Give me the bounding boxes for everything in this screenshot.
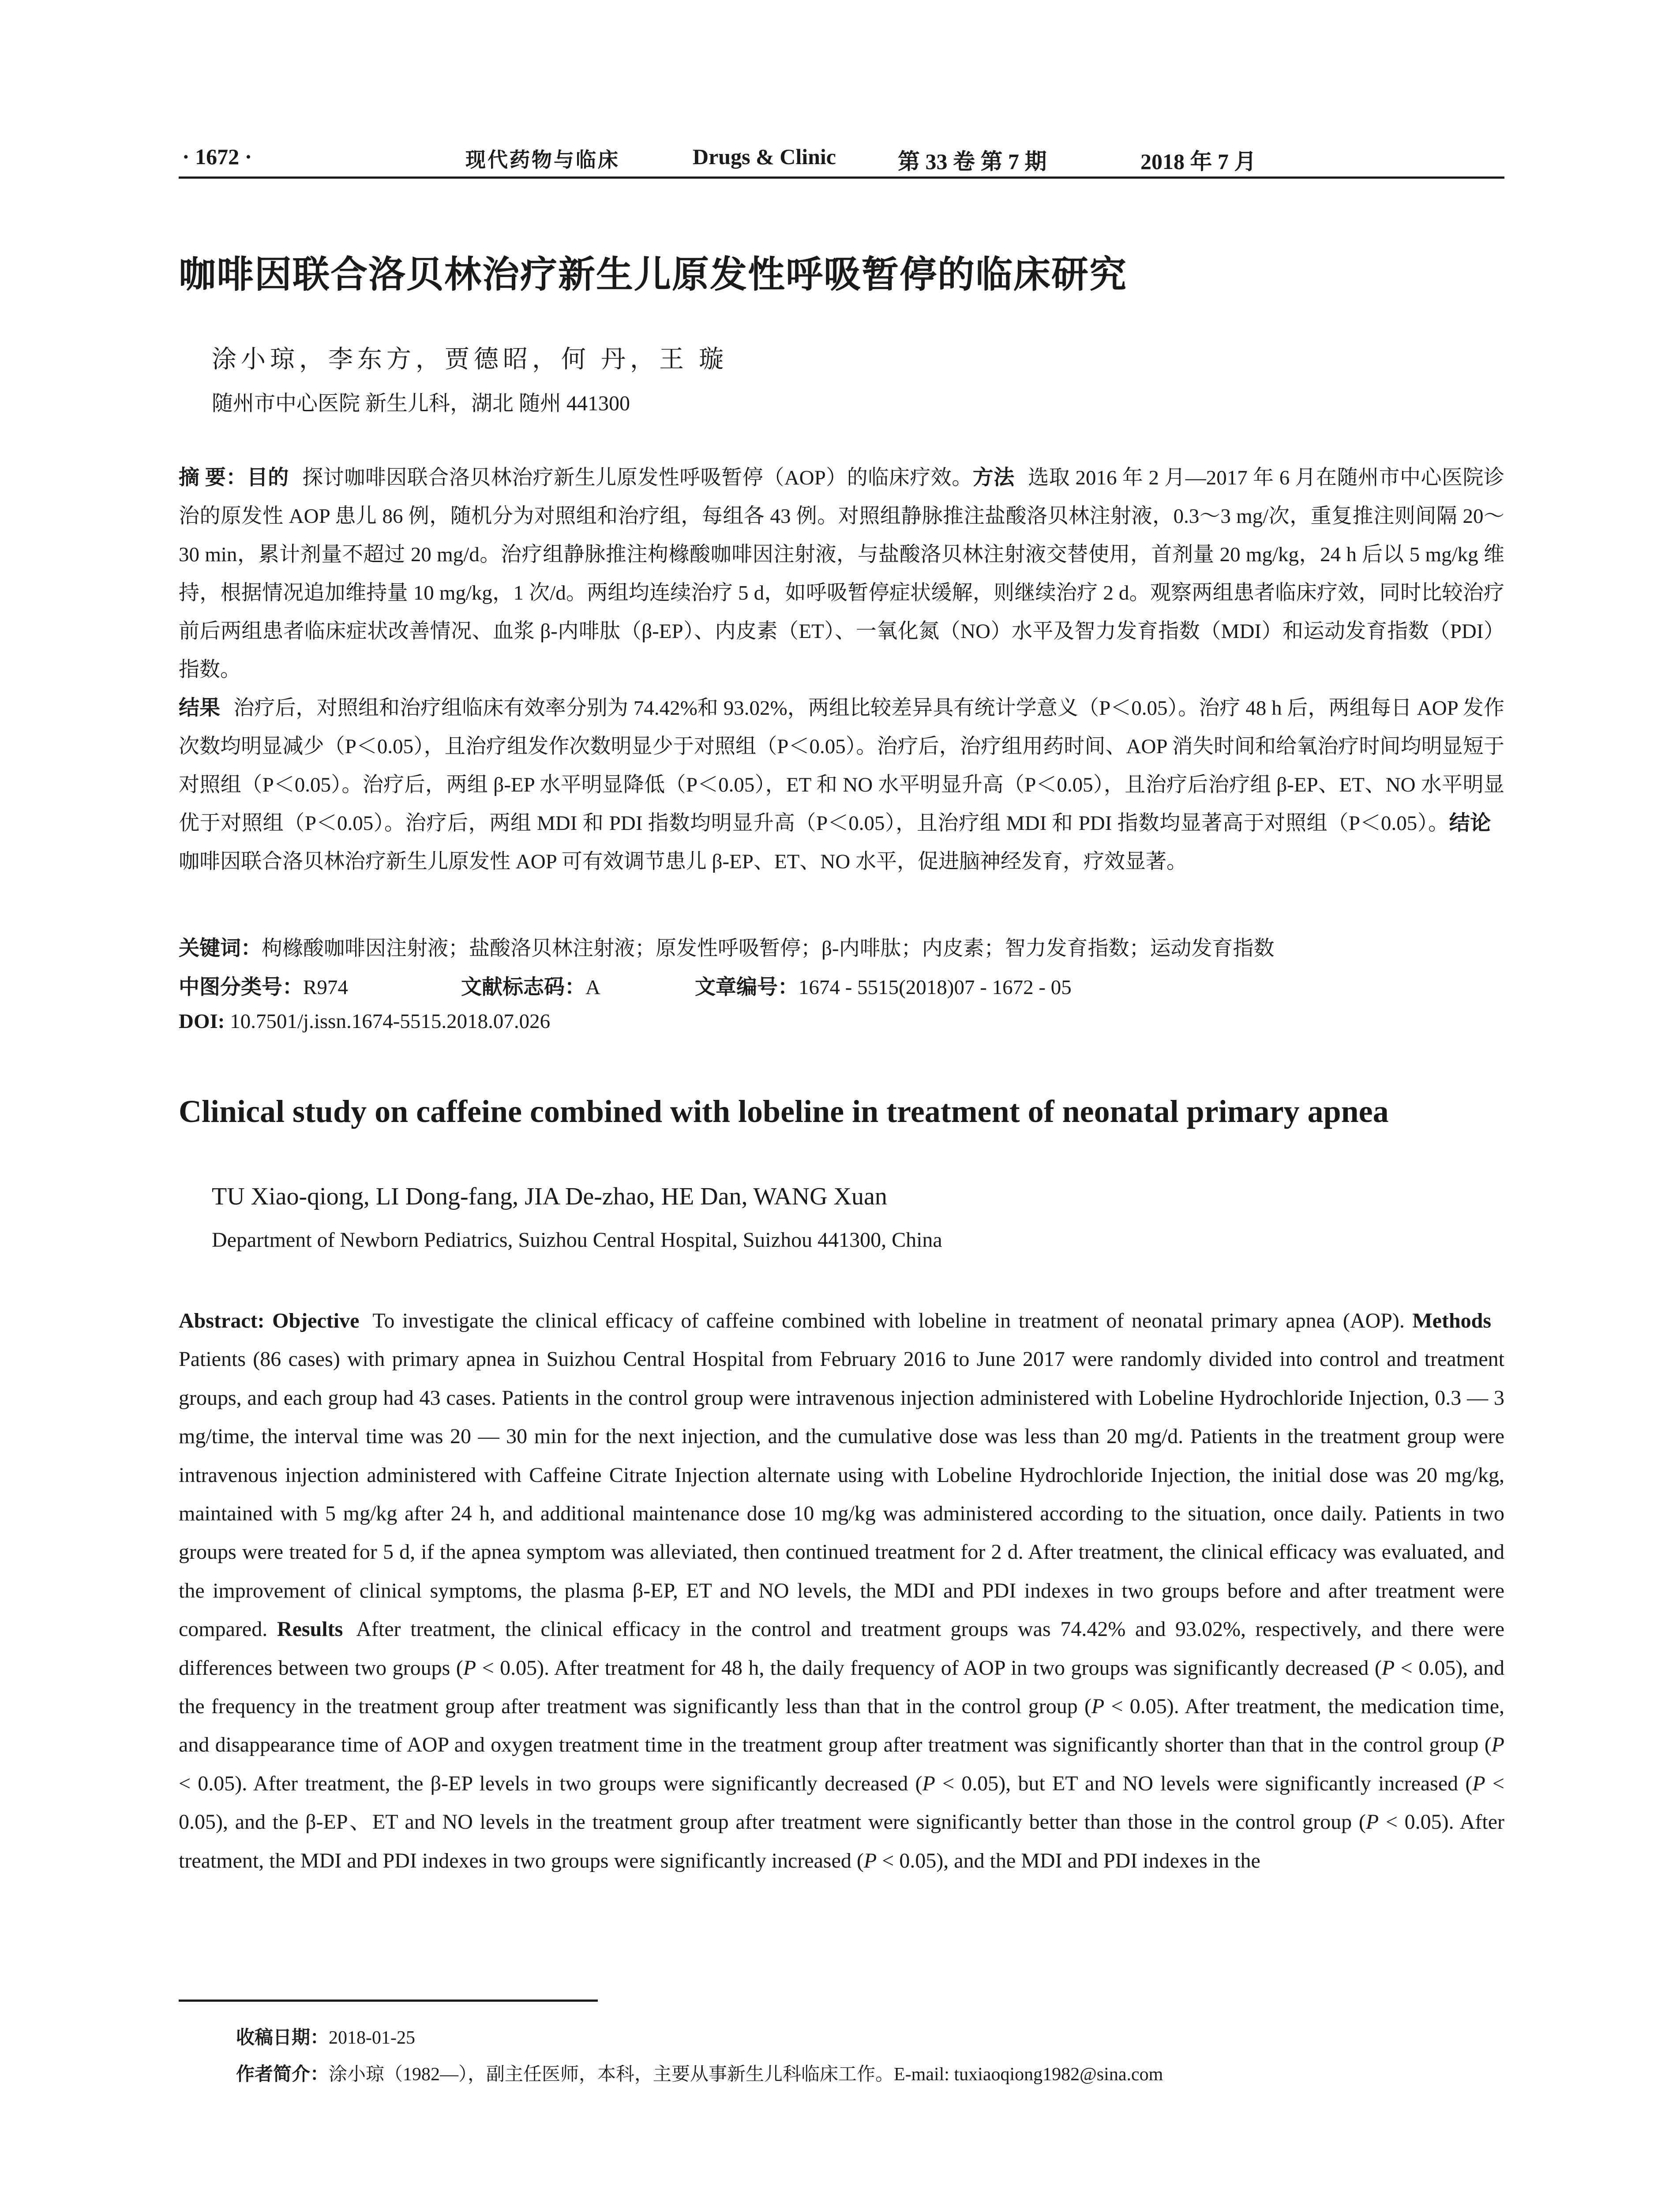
objective-label-cn: 目的	[247, 466, 289, 489]
clc-label: 中图分类号：	[179, 976, 303, 999]
received-label: 收稿日期：	[236, 2028, 329, 2048]
classification-line	[179, 971, 1072, 1000]
article-no-label: 文章编号：	[695, 976, 799, 999]
received-value: 2018-01-25	[329, 2028, 415, 2048]
doi-label: DOI:	[179, 1010, 225, 1033]
authors-cn: 涂小琼，李东方，贾德昭，何 丹，王 璇	[212, 346, 728, 373]
page-number: · 1672 ·	[182, 144, 252, 169]
journal-name-en: Drugs & Clinic	[693, 144, 836, 169]
conclusion-label-cn: 结论	[1449, 812, 1491, 835]
author-bio-label: 作者简介：	[236, 2064, 329, 2085]
methods-text-en: Patients (86 cases) with primary apnea in Suizhou Central Hospital from February 2016 to June 2017 were randomly divided into control and treatment groups, and each group had 43 cases. Patients in the control group were intravenous injection administered with Lobeline Hydrochloride Injection, 0.3 — 3 mg/time, the interval time was 20 — 30 min for the next injection, and the cumulative dose was less than 20 mg/d. Patients in the treatment group were intravenous injection administered with Caffeine Citrate Injection alternate using with Lobeline Hydrochloride Injection, the initial dose was 20 mg/kg, maintained with 5 mg/kg after 24 h, and additional maintenance dose 10 mg/kg was administered according to the situation, once daily. Patients in two groups were treated for 5 d, if the apnea symptom was alleviated, then continued treatment for 2 d. After treatment, the clinical efficacy was evaluated, and the improvement of clinical symptoms, the plasma β-EP, ET and NO levels, the MDI and PDI indexes in two groups before and after treatment were compared.	[179, 1347, 1504, 1641]
results-label-cn: 结果	[179, 697, 221, 720]
doi-line	[179, 1009, 550, 1033]
received-date	[236, 2023, 415, 2049]
running-header	[179, 141, 1504, 179]
results-text-cn: 治疗后，对照组和治疗组临床有效率分别为 74.42%和 93.02%，两组比较差异具有统计学意义（P＜0.05）。治疗 48 h 后，两组每日 AOP 发作次数均明显减少（P＜0.05），且治疗组发作次数明显少于对照组（P＜0.05）。治疗后，治疗组用药时间、AOP 消失时间和给氧治疗时间均明显短于对照组（P＜0.05）。治疗后，两组 β-EP 水平明显降低（P＜0.05），ET 和 NO 水平明显升高（P＜0.05），且治疗后治疗组 β-EP、ET、NO 水平明显优于对照组（P＜0.05）。治疗后，两组 MDI 和 PDI 指数均明显升高（P＜0.05），且治疗组 MDI 和 PDI 指数均显著高于对照组（P＜0.05）。	[179, 697, 1505, 835]
footnote-divider	[179, 2000, 598, 2002]
objective-label-en: Objective	[272, 1309, 360, 1332]
methods-label-en: Methods	[1412, 1309, 1492, 1332]
conclusion-text-cn: 咖啡因联合洛贝林治疗新生儿原发性 AOP 可有效调节患儿 β-EP、ET、NO 水平，促进脑神经发育，疗效显著。	[179, 850, 1187, 873]
abstract-label-cn: 摘 要：	[179, 466, 247, 489]
journal-name-cn: 现代药物与临床	[465, 148, 620, 172]
objective-text-en: To investigate the clinical efficacy of caffeine combined with lobeline in treatment of neonatal primary apnea (AOP).	[372, 1309, 1405, 1332]
doi-link[interactable]: 10.7501/j.issn.1674-5515.2018.07.026	[230, 1010, 551, 1033]
authors-en: TU Xiao-qiong, LI Dong-fang, JIA De-zhao, HE Dan, WANG Xuan	[212, 1183, 887, 1210]
article-title-cn: 咖啡因联合洛贝林治疗新生儿原发性呼吸暂停的临床研究	[179, 253, 1128, 296]
author-bio	[236, 2060, 1163, 2086]
keywords-cn	[179, 932, 1275, 961]
affiliation-cn: 随州市中心医院 新生儿科，湖北 随州 441300	[212, 392, 630, 415]
keywords-label-cn: 关键词：	[179, 937, 262, 960]
doc-code-label: 文献标志码：	[461, 976, 585, 999]
results-text-en: After treatment, the clinical efficacy in the control and treatment groups was 74.42% and 93.02%, respectively, and there were differences between two groups (P < 0.05). After treatment for 48 h, the daily frequency of AOP in two groups was significantly decreased (P < 0.05), and the frequency in the treatment group after treatment was significantly less than that in the control group (P < 0.05). After treatment, the medication time, and disappearance time of AOP and oxygen treatment time in the treatment group after treatment was significantly shorter than that in the control group (P < 0.05). After treatment, the β-EP levels in two groups were significantly decreased (P < 0.05), but ET and NO levels were significantly increased (P < 0.05), and the β-EP、ET and NO levels in the treatment group after treatment were significantly better than those in the control group (P < 0.05). After treatment, the MDI and PDI indexes in two groups were significantly increased (P < 0.05), and the MDI and PDI indexes in the	[179, 1617, 1505, 1872]
author-bio-text: 涂小琼（1982—），副主任医师，本科，主要从事新生儿科临床工作。E-mail: tuxiaoqiong1982@sina.com	[329, 2064, 1163, 2085]
issue-date: 2018 年 7 月	[1140, 149, 1256, 174]
volume-issue: 第 33 卷 第 7 期	[898, 149, 1047, 174]
abstract-en	[179, 1302, 1504, 1880]
abstract-label-en: Abstract:	[179, 1309, 265, 1332]
affiliation-en: Department of Newborn Pediatrics, Suizhou Central Hospital, Suizhou 441300, China	[212, 1228, 942, 1252]
methods-text-cn: 选取 2016 年 2 月—2017 年 6 月在随州市中心医院诊治的原发性 AOP 患儿 86 例，随机分为对照组和治疗组，每组各 43 例。对照组静脉推注盐酸洛贝林注射液，0.3～3 mg/次，重复推注则间隔 20～30 min，累计剂量不超过 20 mg/d。治疗组静脉推注枸橼酸咖啡因注射液，与盐酸洛贝林注射液交替使用，首剂量 20 mg/kg，24 h 后以 5 mg/kg 维持，根据情况追加维持量 10 mg/kg，1 次/d。两组均连续治疗 5 d，如呼吸暂停症状缓解，则继续治疗 2 d。观察两组患者临床疗效，同时比较治疗前后两组患者临床症状改善情况、血浆 β-内啡肽（β-EP）、内皮素（ET）、一氧化氮（NO）水平及智力发育指数（MDI）和运动发育指数（PDI）指数。	[179, 466, 1505, 681]
article-no-value: 1674 - 5515(2018)07 - 1672 - 05	[799, 976, 1072, 999]
abstract-cn	[179, 459, 1504, 881]
objective-text-cn: 探讨咖啡因联合洛贝林治疗新生儿原发性呼吸暂停（AOP）的临床疗效。	[302, 466, 973, 489]
results-label-en: Results	[277, 1617, 343, 1641]
doc-code-value: A	[585, 976, 600, 999]
article-title-en: Clinical study on caffeine combined with lobeline in treatment of neonatal primary apnea	[179, 1094, 1389, 1129]
methods-label-cn: 方法	[972, 466, 1015, 489]
clc-value: R974	[303, 976, 348, 999]
keywords-text-cn: 枸橼酸咖啡因注射液；盐酸洛贝林注射液；原发性呼吸暂停；β-内啡肽；内皮素；智力发育指数；运动发育指数	[262, 937, 1275, 960]
